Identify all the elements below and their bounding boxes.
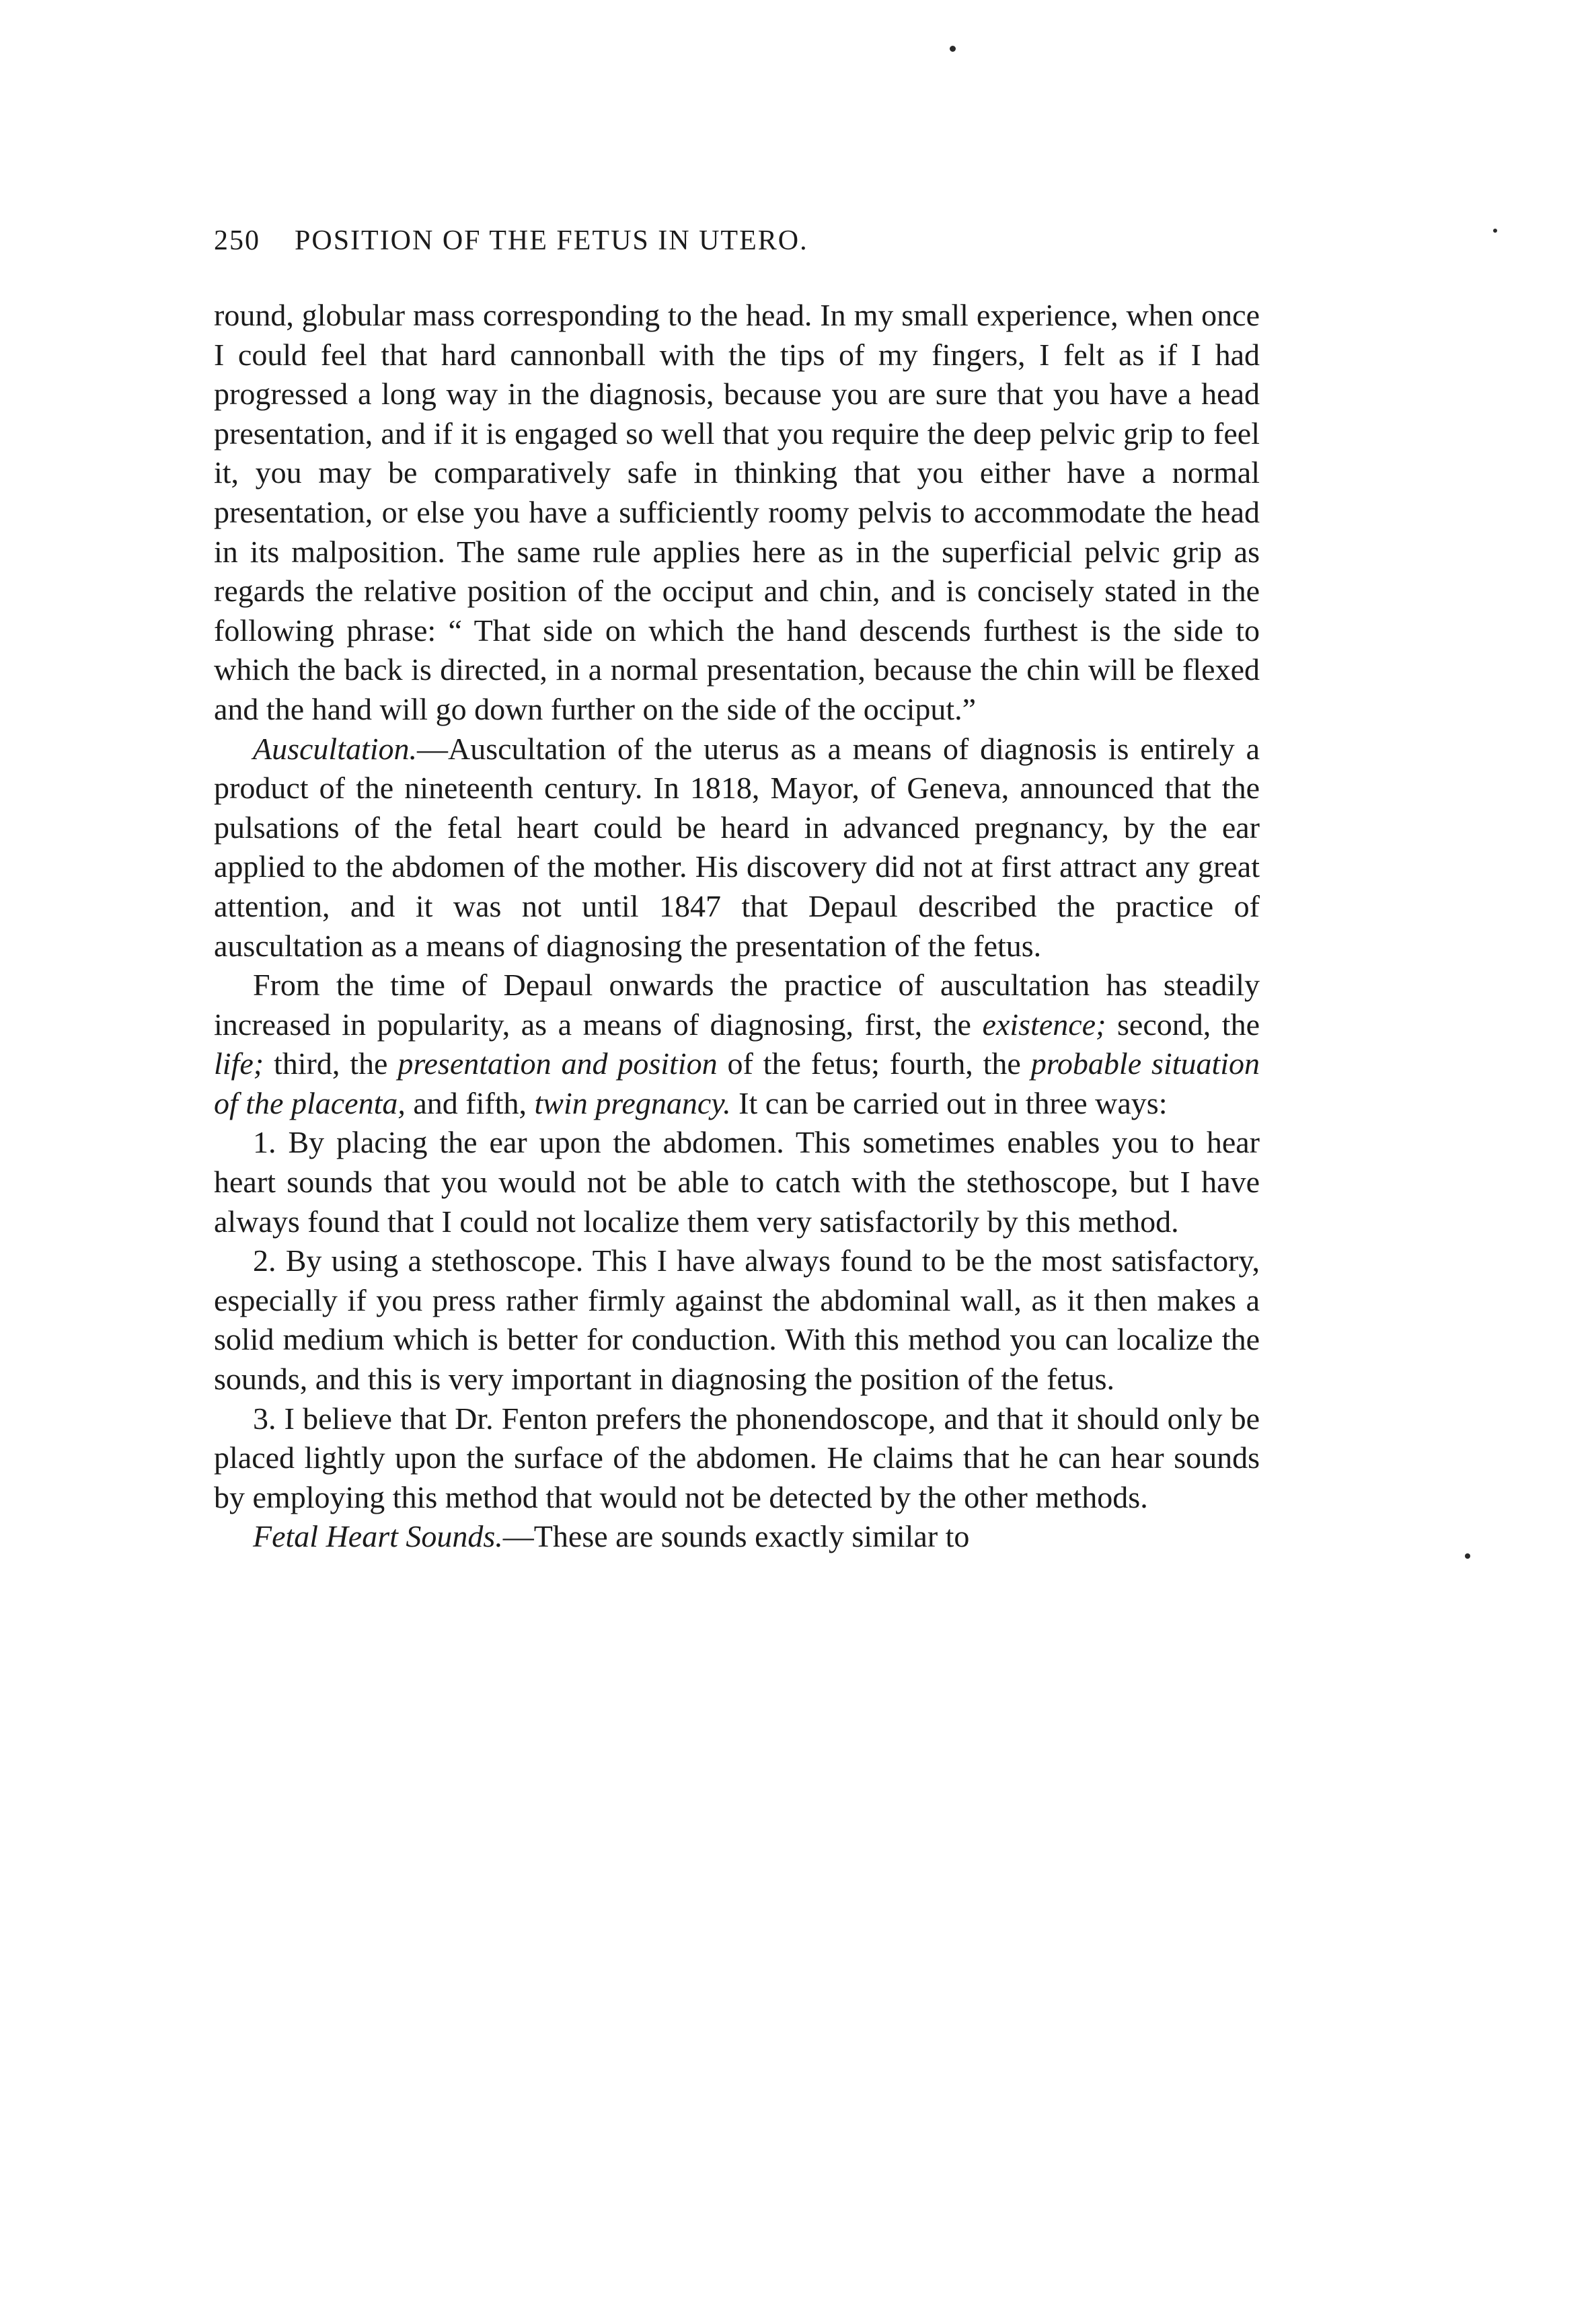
paragraph-continuation: round, globular mass corresponding to the head. In my small experience, when once I could feel that hard cannonball with the tips of my fingers, I felt as if I had progressed a long way in the diagnosis, because you are sure that you have a head presentation, and if it is engaged so well that you require the deep pelvic grip to feel it, you may be comparatively safe in thinking that you either have a normal presentation, or else you have a sufficiently roomy pelvis to accommodate the head in its malposition. The same rule applies here as in the superficial pelvic grip as regards the relative position of the occiput and chin, and is concisely stated in the following phrase: “ That side on which the hand descends furthest is the side to which the back is directed, in a normal presentation, because the chin will be flexed and the hand will go down further on the side of the occiput.” [214, 298, 1260, 726]
paragraph-auscultation [214, 730, 1260, 966]
paragraph-fetal-heart-sounds [214, 1517, 1260, 1557]
scan-speck [1465, 1553, 1470, 1559]
italic-run: probable situation of the placenta, [214, 1046, 1260, 1120]
paragraph-fetal-heart-sounds-text: —These are sounds exactly similar to [502, 1519, 970, 1554]
italic-run: twin pregnancy. [534, 1085, 731, 1120]
paragraph-depaul [214, 966, 1260, 1123]
text-run: third, the [264, 1046, 398, 1081]
scan-speck [950, 46, 956, 52]
list-item-ear: 1. By placing the ear upon the abdomen. This sometimes enables you to hear heart sounds that you would not be able to catch with the stethoscope, but I have always found that I could not localize them very satisfactorily by this method. [214, 1125, 1260, 1239]
list-item-phonendoscope: 3. I believe that Dr. Fenton prefers the phonendoscope, and that it should only be placed lightly upon the surface of the abdomen. He claims that he can hear sounds by employing this method that would not be detected by the other methods. [214, 1401, 1260, 1514]
text-run: of the fetus; fourth, the [717, 1046, 1031, 1081]
page-header [214, 221, 1391, 261]
running-title: POSITION OF THE FETUS IN UTERO. [295, 225, 808, 256]
list-item-stethoscope: 2. By using a stethoscope. This I have always found to be the most satisfactory, especially if you press rather firmly against the abdominal wall, as it then makes a solid medium which is better for conduction. With this method you can localize the sounds, and this is very important in diagnosing the position of the fetus. [214, 1243, 1260, 1397]
section-heading-fetal-heart-sounds: Fetal Heart Sounds. [253, 1519, 503, 1554]
italic-run: existence; [982, 1007, 1106, 1042]
text-run: second, the [1106, 1007, 1260, 1042]
italic-run: life; [214, 1046, 264, 1081]
text-run: From the time of Depaul onwards the practice of auscultation has steadily increased in popularity, as a means of diagnosing, first, the [214, 968, 1260, 1042]
paragraph-auscultation-text: —Auscultation of the uterus as a means of diagnosis is entirely a product of the nineteenth century. In 1818, Mayor, of Geneva, announced that the pulsations of the fetal heart could be heard in advanced pregnancy, by the ear applied to the abdomen of the mother. His discovery did not at first attract any great attention, and it was not until 1847 that Depaul described the practice of auscultation as a means of diagnosing the presentation of the fetus. [214, 731, 1260, 963]
body-text [214, 296, 1260, 1557]
text-run: It can be carried out in three ways: [730, 1085, 1168, 1120]
text-run: and fifth, [405, 1085, 535, 1120]
page-number: 250 [214, 225, 260, 256]
section-heading-auscultation: Auscultation. [253, 731, 418, 766]
scan-speck [1493, 229, 1497, 233]
italic-run: presentation and position [397, 1046, 718, 1081]
